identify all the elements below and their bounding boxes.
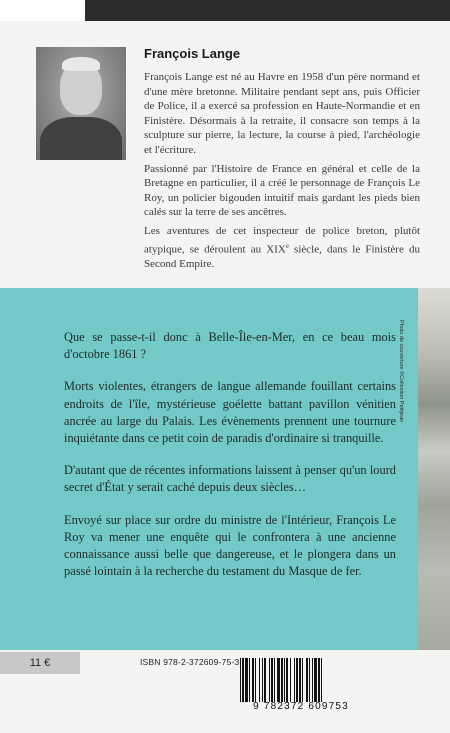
- barcode-bar: [277, 658, 280, 702]
- barcode-bar: [284, 658, 285, 702]
- author-bio-paragraph-3: Les aventures de cet inspecteur de police breton, plutôt atypique, se déroulent au XIXe siècle, dans le Finistère du Second Empire.: [144, 224, 420, 270]
- barcode-bar: [242, 658, 244, 702]
- blurb-paragraph-3: D'autant que de récentes informations laissent à penser qu'un lourd secret d'État y serait caché depuis deux siècles…: [64, 463, 396, 495]
- barcode-bar: [286, 658, 288, 702]
- barcode-bar: [309, 658, 310, 702]
- barcode-bar: [294, 658, 295, 702]
- back-cover-blurb: [64, 329, 396, 595]
- cover-photo-strip: [418, 288, 450, 650]
- barcode-bar: [299, 658, 301, 702]
- author-bio: [144, 70, 420, 275]
- price-box: [0, 652, 80, 674]
- barcode-bar: [262, 658, 263, 702]
- barcode-bar: [259, 658, 260, 702]
- author-photo-hair: [62, 57, 100, 71]
- barcode-bar: [269, 658, 270, 702]
- isbn: ISBN 978-2-372609-75-3: [140, 657, 240, 667]
- author-name: François Lange: [144, 46, 241, 61]
- barcode-bar: [296, 658, 298, 702]
- barcode-bar: [264, 658, 266, 702]
- barcode-bar: [306, 658, 308, 702]
- author-photo: [36, 47, 126, 160]
- barcode-bar: [321, 658, 322, 702]
- barcode-bar: [302, 658, 303, 702]
- barcode-bar: [281, 658, 283, 702]
- barcode-digits: 9 782372 609753: [253, 701, 349, 712]
- top-bar-dark-band: [85, 0, 450, 21]
- blurb-paragraph-2: Morts violentes, étrangers de langue allemande fouillant certains endroits de l'île, mystérieuse goélette battant pavillon vénitien ancrée au large du Palais. Les évènements prennent une tournure inquiétante dans ce petit coin de paradis d'ordinaire si tranquille.: [64, 379, 396, 446]
- barcode-bar: [255, 658, 256, 702]
- blurb-paragraph-4: Envoyé sur place sur ordre du ministre de l'Intérieur, François Le Roy va mener une enquête qui le confrontera à une ancienne connaissance aussi belle que dangereuse, et le plongera dans un passé lointain à la recherche du testament du Masque de fer.: [64, 512, 396, 579]
- barcode: [236, 658, 366, 710]
- barcode-bars: [236, 658, 366, 702]
- author-bio-paragraph-2: Passionné par l'Histoire de France en général et celle de la Bretagne en particulier, il a créé le personnage de François Le Roy, un policier bigouden intuitif mais gardant les pieds bien calés sur la terre de ses ancêtres.: [144, 162, 420, 219]
- barcode-bar: [271, 658, 273, 702]
- barcode-bar: [240, 658, 241, 702]
- barcode-bar: [249, 658, 250, 702]
- blurb-paragraph-1: Que se passe-t-il donc à Belle-Île-en-Mer, en ce beau mois d'octobre 1861 ?: [64, 330, 396, 362]
- barcode-bar: [314, 658, 317, 702]
- barcode-bar: [245, 658, 248, 702]
- author-photo-shoulders: [40, 117, 122, 160]
- price: 11 €: [29, 657, 51, 669]
- barcode-bar: [290, 658, 291, 702]
- author-bio-paragraph-1: François Lange est né au Havre en 1958 d'un père normand et d'une mère bretonne. Militaire pendant sept ans, puis Officier de Police, il a exercé sa profession en Haute-Normandie et en Finistère. Désormais à la retraite, il consacre son temps à la sculpture sur pierre, la lecture, la course à pied, l'archéologie et l'écriture.: [144, 71, 420, 156]
- barcode-bar: [318, 658, 320, 702]
- barcode-bar: [274, 658, 275, 702]
- barcode-bar: [252, 658, 254, 702]
- photo-credit: Photo de couverture ©Collection Petitjean: [398, 320, 404, 423]
- barcode-bar: [312, 658, 313, 702]
